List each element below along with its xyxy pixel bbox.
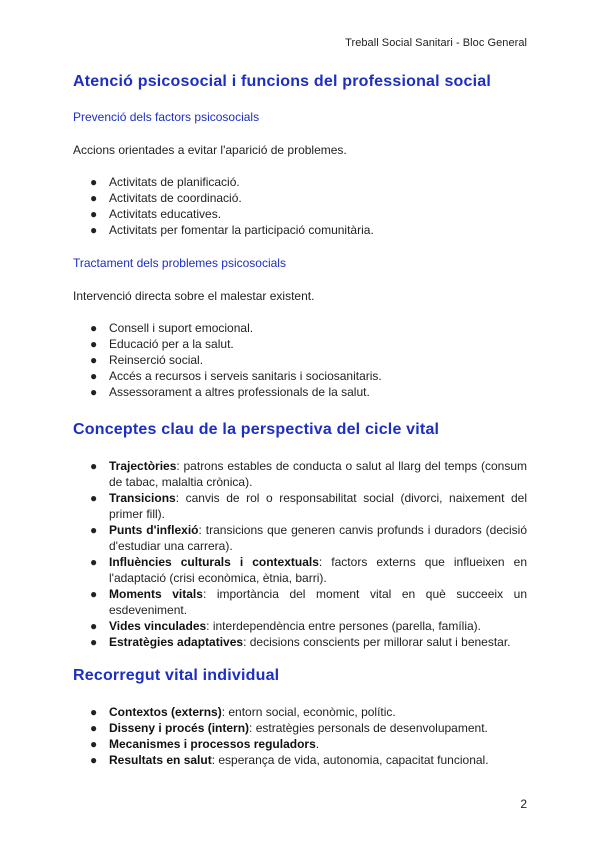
list-item: ● Activitats educatives.: [90, 207, 222, 221]
list-item: ● Mecanismes i processos reguladors.: [90, 737, 320, 751]
document-body: [73, 72, 527, 768]
bullet-icon: ●: [90, 175, 98, 189]
bullet-icon: ●: [90, 705, 98, 719]
life-cycle-concepts-list: [73, 458, 527, 650]
bullet-icon: ●: [90, 737, 98, 751]
bullet-icon: ●: [90, 635, 98, 649]
subheading-prevention: Prevenció dels factors psicosocials: [73, 110, 260, 124]
bullet-icon: ●: [90, 555, 98, 569]
section-heading-life-cycle: Conceptes clau de la perspectiva del cicle vital: [73, 421, 440, 438]
list-item: ● Activitats de planificació.: [90, 175, 240, 189]
prevention-list: [73, 174, 527, 238]
bullet-icon: ●: [90, 523, 98, 537]
prevention-intro: Accions orientades a evitar l'aparició de problemes.: [73, 143, 347, 157]
list-item: ● Disseny i procés (intern): estratègies personals de desenvolupament.: [90, 721, 488, 735]
list-item: ● Trajectòries: patrons estables de conducta o salut al llarg del temps (consum de tabac, malaltia crònica).: [90, 459, 527, 489]
bullet-icon: ●: [90, 491, 98, 505]
bullet-icon: ●: [90, 369, 98, 383]
bullet-icon: ●: [90, 353, 98, 367]
page-number: 2: [520, 797, 527, 811]
list-item: ● Activitats per fomentar la participació comunitària.: [90, 223, 374, 237]
bullet-icon: ●: [90, 207, 98, 221]
bullet-icon: ●: [90, 753, 98, 767]
bullet-icon: ●: [90, 385, 98, 399]
list-item: ● Vides vinculades: interdependència entre persones (parella, família).: [90, 619, 481, 633]
list-item: ● Reinserció social.: [90, 353, 204, 367]
list-item: ● Contextos (externs): entorn social, econòmic, polític.: [90, 705, 396, 719]
list-item: ● Influències culturals i contextuals: factors externs que influeixen en l'adaptació (crisi econòmica, ètnia, barri).: [90, 555, 527, 585]
list-item: ● Moments vitals: importància del moment vital en què succeeix un esdeveniment.: [90, 587, 527, 617]
list-item: ● Transicions: canvis de rol o responsabilitat social (divorci, naixement del primer fill).: [90, 491, 527, 521]
subheading-treatment: Tractament dels problemes psicosocials: [73, 256, 286, 270]
list-item: ● Resultats en salut: esperança de vida, autonomia, capacitat funcional.: [90, 753, 489, 767]
bullet-icon: ●: [90, 223, 98, 237]
bullet-icon: ●: [90, 321, 98, 335]
bullet-icon: ●: [90, 619, 98, 633]
list-item: ● Assessorament a altres professionals de la salut.: [90, 385, 370, 399]
bullet-icon: ●: [90, 721, 98, 735]
bullet-icon: ●: [90, 587, 98, 601]
life-course-list: [73, 704, 527, 768]
list-item: ● Estratègies adaptatives: decisions conscients per millorar salut i benestar.: [90, 635, 511, 649]
list-item: ● Accés a recursos i serveis sanitaris i sociosanitaris.: [90, 369, 382, 383]
page-header: Treball Social Sanitari - Bloc General: [345, 37, 527, 49]
list-item: ● Punts d'inflexió: transicions que generen canvis profunds i duradors (decisió d'estudiar una carrera).: [90, 523, 527, 553]
bullet-icon: ●: [90, 337, 98, 351]
list-item: ● Educació per a la salut.: [90, 337, 234, 351]
treatment-list: [73, 320, 527, 400]
list-item: ● Consell i suport emocional.: [90, 321, 254, 335]
section-heading-individual-life-course: Recorregut vital individual: [73, 667, 280, 684]
section-heading-psychosocial-care: Atenció psicosocial i funcions del professional social: [73, 73, 492, 90]
bullet-icon: ●: [90, 459, 98, 473]
bullet-icon: ●: [90, 191, 98, 205]
list-item: ● Activitats de coordinació.: [90, 191, 242, 205]
treatment-intro: Intervenció directa sobre el malestar existent.: [73, 289, 315, 303]
